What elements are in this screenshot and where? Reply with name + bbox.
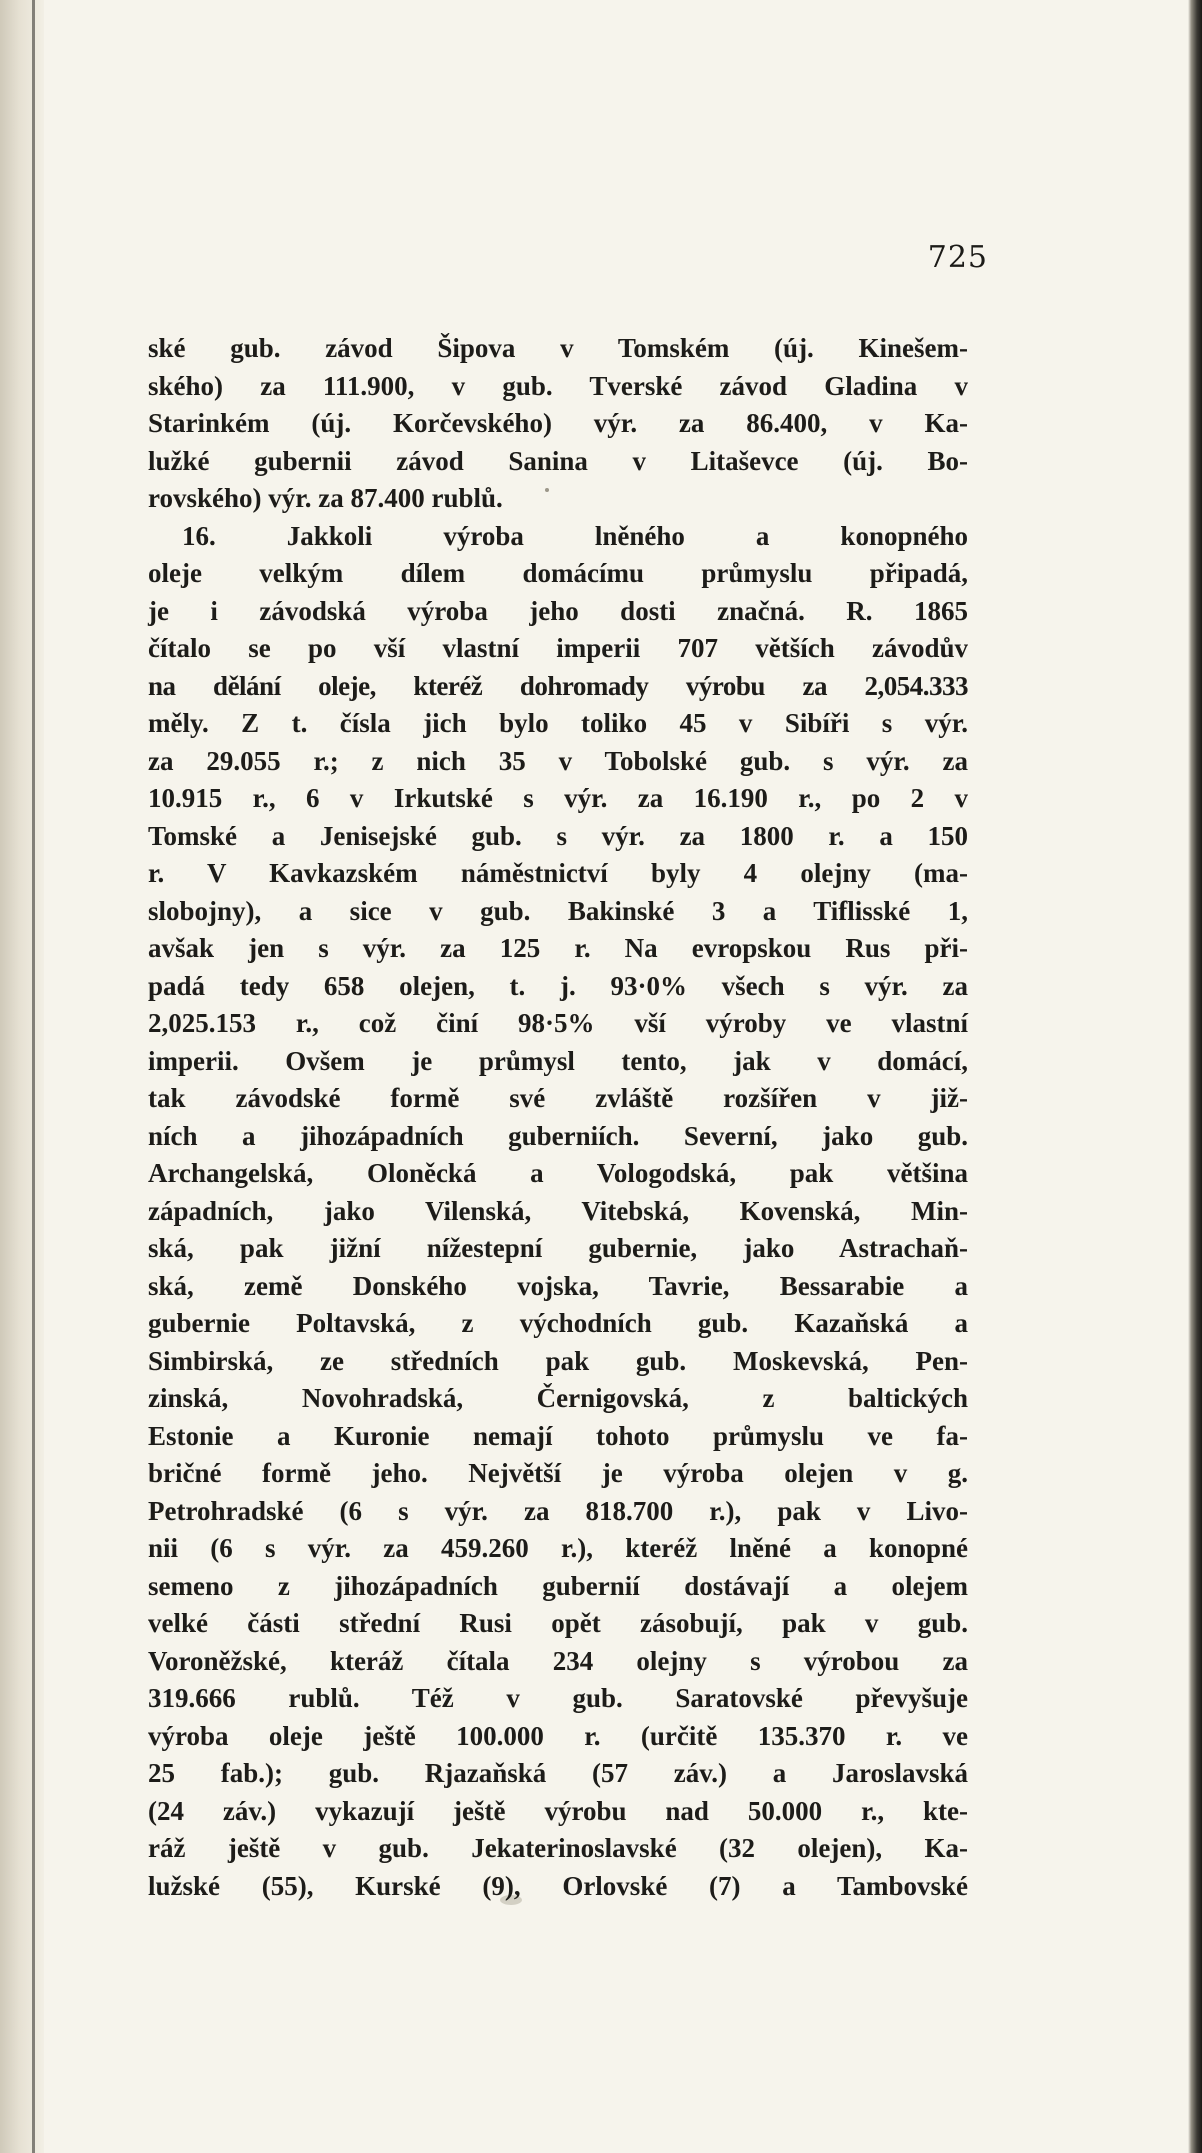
text-line: nii (6 s výr. za 459.260 r.), kteréž lněné a konopné xyxy=(148,1533,968,1563)
text-line: Voroněžské, kteráž čítala 234 olejny s výrobou za xyxy=(148,1645,968,1676)
text-line: ská, pak jižní nížestepní gubernie, jako Astrachaň- xyxy=(148,1233,968,1263)
page-number: 725 xyxy=(927,240,988,275)
page-edge-shadow xyxy=(1188,0,1202,2153)
body-text xyxy=(148,330,968,1905)
text-line: 10.915 r., 6 v Irkutské s výr. za 16.190 r., po 2 v xyxy=(148,783,968,813)
text-line: měly. Z t. čísla jich bylo toliko 45 v Sibíři s výr. xyxy=(148,708,968,738)
text-line: Simbirská, ze středních pak gub. Moskevská, Pen- xyxy=(148,1345,968,1376)
text-line: Archangelská, Oloněcká a Vologodská, pak většina xyxy=(148,1158,968,1188)
text-line: velké části střední Rusi opět zásobují, pak v gub. xyxy=(148,1608,968,1638)
text-line: výroba oleje ještě 100.000 r. (určitě 135.370 r. ve xyxy=(148,1720,968,1751)
text-line: ráž ještě v gub. Jekaterinoslavské (32 olejen), Ka- xyxy=(148,1833,968,1863)
gutter-line xyxy=(32,0,35,2153)
text-line: Starinkém (új. Korčevského) výr. za 86.400, v Ka- xyxy=(148,408,968,438)
text-line: Petrohradské (6 s výr. za 818.700 r.), pak v Livo- xyxy=(148,1495,968,1526)
text-line: čítalo se po vší vlastní imperii 707 větších závodův xyxy=(148,633,968,663)
text-line: padá tedy 658 olejen, t. j. 93·0% všech s výr. za xyxy=(148,970,968,1001)
text-line: ského) za 111.900, v gub. Tverské závod Gladina v xyxy=(148,370,968,401)
text-line: (24 záv.) vykazují ještě výrobu nad 50.000 r., kte- xyxy=(148,1795,968,1826)
text-line: 25 fab.); gub. Rjazaňská (57 záv.) a Jaroslavská xyxy=(148,1758,968,1788)
text-line: za 29.055 r.; z nich 35 v Tobolské gub. s výr. za xyxy=(148,745,968,776)
text-line: rovského) výr. za 87.400 rublů. xyxy=(148,483,503,513)
text-line: avšak jen s výr. za 125 r. Na evropskou Rus při- xyxy=(148,933,968,963)
text-line: zinská, Novohradská, Černigovská, z baltických xyxy=(148,1383,968,1413)
text-line: imperii. Ovšem je průmysl tento, jak v domácí, xyxy=(148,1045,968,1076)
text-line: oleje velkým dílem domácímu průmyslu připadá, xyxy=(148,558,968,588)
text-line: semeno z jihozápadních gubernií dostávají a olejem xyxy=(148,1570,968,1601)
text-line: gubernie Poltavská, z východních gub. Kazaňská a xyxy=(148,1308,968,1338)
text-line: r. V Kavkazském náměstnictví byly 4 olejny (ma- xyxy=(148,858,968,888)
text-line: je i závodská výroba jeho dosti značná. R. 1865 xyxy=(148,595,968,626)
text-line: lužké gubernii závod Sanina v Litaševce (új. Bo- xyxy=(148,445,968,476)
text-line: tak závodské formě své zvláště rozšířen v již- xyxy=(148,1083,968,1113)
text-line: Tomské a Jenisejské gub. s výr. za 1800 r. a 150 xyxy=(148,820,968,851)
text-line: západních, jako Vilenská, Vitebská, Kovenská, Min- xyxy=(148,1195,968,1226)
text-line: 319.666 rublů. Též v gub. Saratovské převyšuje xyxy=(148,1683,968,1713)
text-line: ská, země Donského vojska, Tavrie, Bessarabie a xyxy=(148,1270,968,1301)
text-line: na dělání oleje, kteréž dohromady výrobu za 2,054.333 xyxy=(148,670,968,701)
text-line: 2,025.153 r., což činí 98·5% vší výroby ve vlastní xyxy=(148,1008,968,1038)
book-spine-shadow xyxy=(0,0,44,2153)
text-line: bričné formě jeho. Největší je výroba olejen v g. xyxy=(148,1458,968,1488)
text-line: slobojny), a sice v gub. Bakinské 3 a Tiflisské 1, xyxy=(148,895,968,926)
text-line: lužské (55), Kurské (9), Orlovské (7) a Tambovské xyxy=(148,1870,968,1901)
text-line: ních a jihozápadních guberniích. Severní, jako gub. xyxy=(148,1120,968,1151)
text-line: ské gub. závod Šipova v Tomském (új. Kinešem- xyxy=(148,333,968,363)
text-line: 16. Jakkoli výroba lněného a konopného xyxy=(182,520,968,551)
text-line: Estonie a Kuronie nemají tohoto průmyslu ve fa- xyxy=(148,1420,968,1451)
